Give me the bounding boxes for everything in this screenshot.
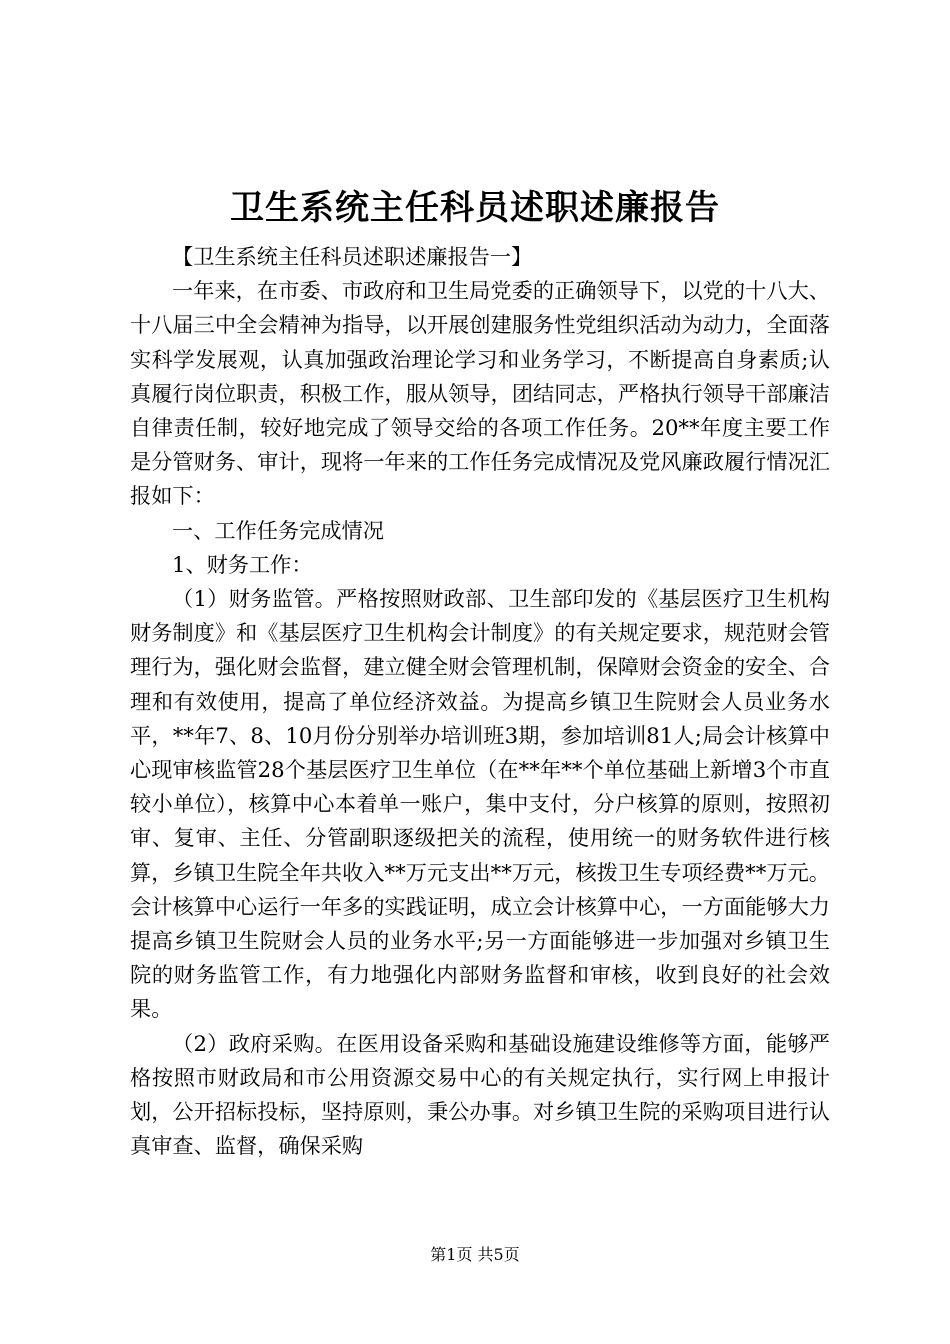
document-title: 卫生系统主任科员述职述廉报告 <box>230 188 720 228</box>
subsection-heading: 1、财务工作： <box>172 551 313 577</box>
page-footer: 第1页 共5页 <box>430 1245 520 1264</box>
document-body <box>130 240 830 1163</box>
paragraph-intro: 一年来，在市委、市政府和卫生局党委的正确领导下，以党的十八大、十八届三中全会精神为指导，以开展创建服务性党组织活动为动力，全面落实科学发展观，认真加强政治理论学习和业务学习，不断提高自身素质;认真履行岗位职责，积极工作，服从领导，团结同志，严格执行领导干部廉洁自律责任制，较好地完成了领导交给的各项工作任务。20**年度主要工作是分管财务、审计，现将一年来的工作任务完成情况及党风廉政履行情况汇报如下： <box>130 278 830 509</box>
section-subtitle: 【卫生系统主任科员述职述廉报告一】 <box>172 244 533 269</box>
paragraph-financial-supervision: （1）财务监管。严格按照财政部、卫生部印发的《基层医疗卫生机构财务制度》和《基层医疗卫生机构会计制度》的有关规定要求，规范财会管理行为，强化财会监督，建立健全财会管理机制，保障财会资金的安全、合理和有效使用，提高了单位经济效益。为提高乡镇卫生院财会人员业务水平，**年7、8、10月份分别举办培训班3期，参加培训81人;局会计核算中心现审核监管28个基层医疗卫生单位（在**年**个单位基础上新增3个市直较小单位），核算中心本着单一账户，集中支付，分户核算的原则，按照初审、复审、主任、分管副职逐级把关的流程，使用统一的财务软件进行核算，乡镇卫生院全年共收入**万元支出**万元，核拨卫生专项经费**万元。会计核算中心运行一年多的实践证明，成立会计核算中心，一方面能够大力提高乡镇卫生院财会人员的业务水平;另一方面能够进一步加强对乡镇卫生院的财务监管工作，有力地强化内部财务监督和审核，收到良好的社会效果。 <box>130 586 830 1022</box>
paragraph-government-procurement: （2）政府采购。在医用设备采购和基础设施建设维修等方面，能够严格按照市财政局和市公用资源交易中心的有关规定执行，实行网上申报计划，公开招标投标，坚持原则，秉公办事。对乡镇卫生院的采购项目进行认真审查、监督，确保采购 <box>130 1030 830 1159</box>
section-heading: 一、工作任务完成情况 <box>172 517 384 543</box>
